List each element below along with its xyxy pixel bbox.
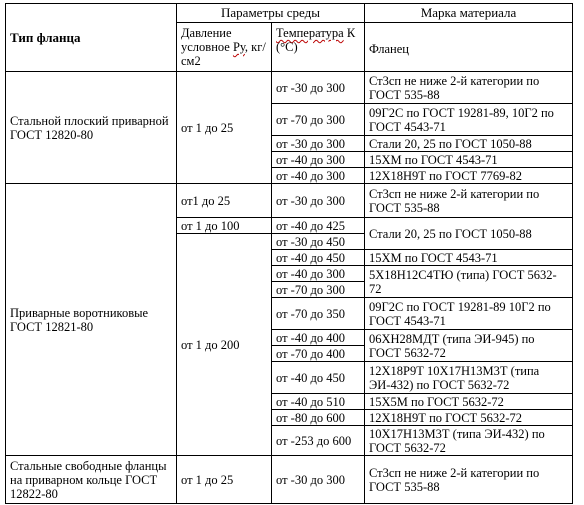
temperature-cell: от -70 до 350 (272, 298, 365, 330)
pressure-cell: от 1 до 100 (177, 218, 272, 234)
temperature-cell: от -30 до 300 (272, 72, 365, 104)
header-material: Марка материала (365, 4, 573, 23)
pressure-cell: от 1 до 200 (177, 234, 272, 456)
material-cell: 12Х18Н9Т по ГОСТ 5632-72 (365, 410, 573, 426)
temperature-cell: от -40 до 300 (272, 152, 365, 168)
header-temperature: Температура К (°С) (272, 23, 365, 72)
table-row (6, 184, 573, 218)
temperature-cell: от -40 до 450 (272, 250, 365, 266)
header-pressure: Давление условное Ру, кг/см2 (177, 23, 272, 72)
temperature-cell: от -40 до 300 (272, 266, 365, 282)
flange-type-cell: Стальные свободные фланцы на приварном кольце ГОСТ 12822-80 (6, 456, 177, 504)
temperature-cell: от -30 до 300 (272, 456, 365, 504)
material-cell: Стали 20, 25 по ГОСТ 1050-88 (365, 218, 573, 250)
header-row-1 (6, 4, 573, 23)
material-cell: 15ХМ по ГОСТ 4543-71 (365, 152, 573, 168)
material-cell: 09Г2С по ГОСТ 19281-89 10Г2 по ГОСТ 4543-71 (365, 298, 573, 330)
pressure-cell: от 1 до 25 (177, 72, 272, 184)
temperature-cell: от -40 до 400 (272, 330, 365, 346)
pressure-cell: от1 до 25 (177, 184, 272, 218)
material-cell: 12Х18Р9Т 10Х17Н13М3Т (типа ЭИ-432) по ГОСТ 5632-72 (365, 362, 573, 394)
material-cell: 09Г2С по ГОСТ 19281-89, 10Г2 по ГОСТ 4543-71 (365, 104, 573, 136)
temperature-cell: от -40 до 300 (272, 168, 365, 184)
material-cell: Ст3сп не ниже 2-й категории по ГОСТ 535-88 (365, 184, 573, 218)
temperature-cell: от -80 до 600 (272, 410, 365, 426)
temperature-cell: от -70 до 300 (272, 104, 365, 136)
flange-type-cell: Стальной плоский приварной ГОСТ 12820-80 (6, 72, 177, 184)
material-cell: 15Х5М по ГОСТ 5632-72 (365, 394, 573, 410)
material-cell: 10Х17Н13М3Т (типа ЭИ-432) по ГОСТ 5632-72 (365, 426, 573, 456)
temperature-cell: от -40 до 450 (272, 362, 365, 394)
flange-materials-table (5, 3, 573, 504)
material-cell: Стали 20, 25 по ГОСТ 1050-88 (365, 136, 573, 152)
temperature-cell: от -70 до 400 (272, 346, 365, 362)
temperature-cell: от -40 до 510 (272, 394, 365, 410)
header-flange-type: Тип фланца (6, 4, 177, 72)
temperature-cell: от -30 до 300 (272, 184, 365, 218)
temperature-cell: от -40 до 425 (272, 218, 365, 234)
header-parameters: Параметры среды (177, 4, 365, 23)
pressure-cell: от 1 до 25 (177, 456, 272, 504)
temperature-cell: от -30 до 450 (272, 234, 365, 250)
table-row (6, 456, 573, 504)
material-cell: 06ХН28МДТ (типа ЭИ-945) по ГОСТ 5632-72 (365, 330, 573, 362)
material-cell: 5Х18Н12С4ТЮ (типа) ГОСТ 5632-72 (365, 266, 573, 298)
table-row (6, 72, 573, 104)
header-flange: Фланец (365, 23, 573, 72)
material-cell: Ст3сп не ниже 2-й категории по ГОСТ 535-88 (365, 72, 573, 104)
material-cell: 15ХМ по ГОСТ 4543-71 (365, 250, 573, 266)
temperature-cell: от -253 до 600 (272, 426, 365, 456)
flange-type-cell: Приварные воротниковые ГОСТ 12821-80 (6, 184, 177, 456)
temperature-cell: от -30 до 300 (272, 136, 365, 152)
temperature-cell: от -70 до 300 (272, 282, 365, 298)
material-cell: 12Х18Н9Т по ГОСТ 7769-82 (365, 168, 573, 184)
material-cell: Ст3сп не ниже 2-й категории по ГОСТ 535-88 (365, 456, 573, 504)
